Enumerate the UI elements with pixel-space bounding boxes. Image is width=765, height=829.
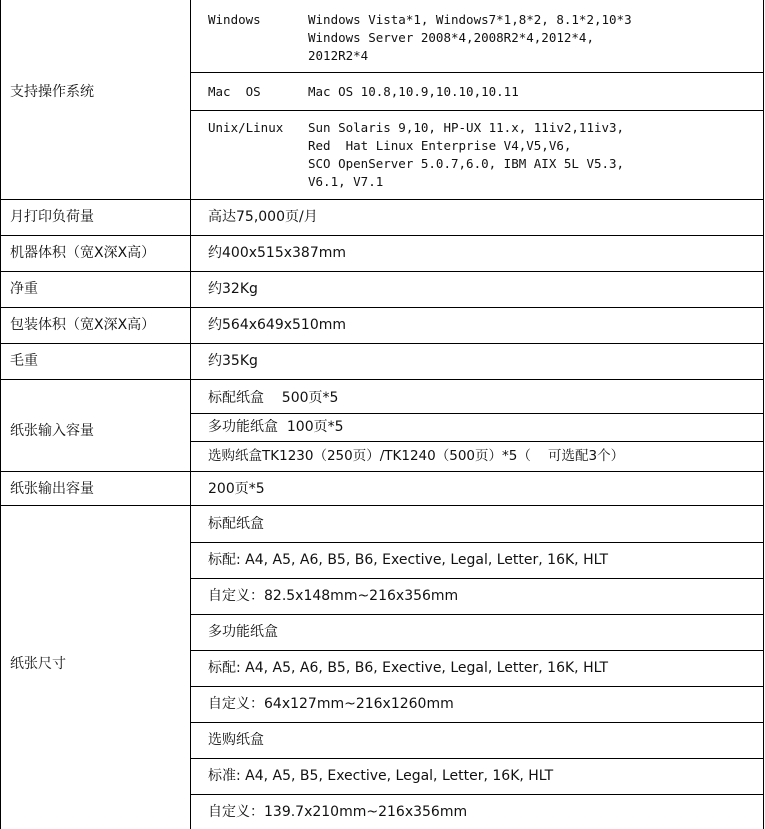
row-divider [0,199,764,200]
os-windows-name: Windows [208,12,261,27]
os-unix-versions-line4: V6.1, V7.1 [308,174,384,189]
net-weight-value: 约32Kg [208,281,258,297]
paper-size-optional-title: 选购纸盒 [208,732,264,748]
os-windows-versions-line1: Windows Vista*1, Windows7*1,8*2, 8.1*2,10*3 [308,12,632,27]
row-divider [190,110,764,111]
os-unix-versions-line2: Red Hat Linux Enterprise V4,V5,V6, [308,138,572,153]
duty-label: 月打印负荷量 [10,209,94,225]
os-unix-versions-line1: Sun Solaris 9,10, HP-UX 11.x, 11iv2,11iv3, [308,120,625,135]
os-unix-name: Unix/Linux [208,120,284,135]
row-divider [0,379,764,380]
row-divider [0,343,764,344]
duty-value: 高达75,000页/月 [208,209,318,225]
paper-input-optional: 选购纸盒TK1230（250页）/TK1240（500页）*5（ 可选配3个） [208,448,625,464]
row-divider [0,307,764,308]
row-divider [190,542,764,543]
row-divider [190,686,764,687]
dimensions-label: 机器体积（宽X深X高） [10,245,156,261]
row-divider [190,758,764,759]
column-divider [190,0,191,829]
paper-input-standard: 标配纸盒 500页*5 [208,390,339,406]
paper-size-standard-custom: 自定义：82.5x148mm~216x356mm [208,588,459,604]
os-mac-name: Mac OS [208,84,261,99]
paper-size-optional-sizes: 标准: A4, A5, B5, Exective, Legal, Letter, 16K, HLT [208,768,554,784]
paper-input-multipurpose: 多功能纸盒 100页*5 [208,419,344,435]
row-divider [0,235,764,236]
net-weight-label: 净重 [10,281,38,297]
paper-size-optional-custom: 自定义：139.7x210mm~216x356mm [208,804,468,820]
row-divider [190,72,764,73]
row-divider [190,794,764,795]
row-divider [190,578,764,579]
gross-weight-value: 约35Kg [208,353,258,369]
paper-size-standard-title: 标配纸盒 [208,516,264,532]
paper-size-mp-custom: 自定义：64x127mm~216x1260mm [208,696,454,712]
paper-input-label: 纸张输入容量 [10,423,94,439]
row-divider [190,614,764,615]
package-value: 约564x649x510mm [208,317,347,333]
package-label: 包装体积（宽X深X高） [10,317,156,333]
row-divider [190,650,764,651]
row-divider [0,471,764,472]
row-divider [190,722,764,723]
paper-size-mp-sizes: 标配: A4, A5, A6, B5, B6, Exective, Legal, Letter, 16K, HLT [208,660,609,676]
row-divider [0,271,764,272]
paper-output-label: 纸张输出容量 [10,481,94,497]
row-divider [0,505,764,506]
os-windows-versions-line3: 2012R2*4 [308,48,369,63]
os-label: 支持操作系统 [10,84,94,100]
row-divider [190,413,764,414]
os-unix-versions-line3: SCO OpenServer 5.0.7,6.0, IBM AIX 5L V5.3, [308,156,625,171]
paper-output-value: 200页*5 [208,481,265,497]
paper-size-label: 纸张尺寸 [10,656,66,672]
row-divider [190,441,764,442]
table-border-right [763,0,764,829]
table-border-left [0,0,1,829]
paper-size-mp-title: 多功能纸盒 [208,624,278,640]
gross-weight-label: 毛重 [10,353,38,369]
os-windows-versions-line2: Windows Server 2008*4,2008R2*4,2012*4, [308,30,594,45]
dimensions-value: 约400x515x387mm [208,245,347,261]
os-mac-versions: Mac OS 10.8,10.9,10.10,10.11 [308,84,519,99]
paper-size-standard-sizes: 标配: A4, A5, A6, B5, B6, Exective, Legal, Letter, 16K, HLT [208,552,609,568]
